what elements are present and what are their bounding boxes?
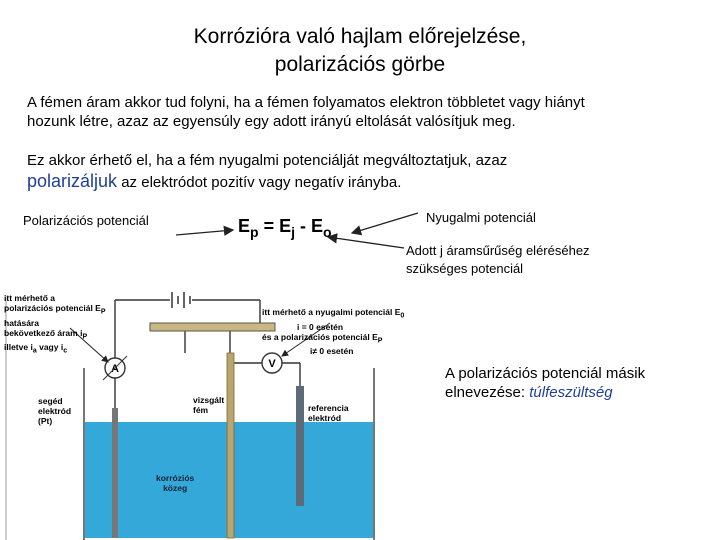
right-note-sub-1: 0 <box>400 312 405 320</box>
metal-label-line-2: fém <box>193 405 209 415</box>
paragraph-2-line-1: Ez akkor érhető el, ha a fém nyugalmi potenciálját megváltoztatjuk, azaz <box>27 152 508 169</box>
right-note-line-3: és a polarizációs potenciál E <box>262 331 378 342</box>
right-note-line-2: i = 0 esetén <box>297 321 344 332</box>
ammeter-symbol: A <box>111 363 119 375</box>
reference-label-line-1: referencia <box>308 403 349 413</box>
aux-label-line-1: segéd <box>38 396 63 406</box>
reference-label-line-2: elektród <box>308 413 342 423</box>
voltmeter-symbol: V <box>268 358 276 370</box>
medium-label <box>156 473 194 493</box>
overvoltage-note <box>445 364 645 402</box>
arrow-to-current <box>328 237 404 248</box>
left-measurement-note <box>4 293 106 357</box>
left-note-line-5: illetve i <box>4 342 33 353</box>
medium-label-line-1: korróziós <box>156 473 195 483</box>
medium-label-line-2: közeg <box>163 483 188 493</box>
arrow-to-ep <box>176 230 233 235</box>
reference-label <box>308 403 349 423</box>
aux-electrode <box>112 408 118 538</box>
left-note-line-3: hatására <box>4 317 39 328</box>
arrow-to-rest <box>352 213 418 233</box>
metal-electrode <box>227 353 234 538</box>
rest-potential-label: Nyugalmi potenciál <box>426 210 536 225</box>
eq-sub-o: o <box>323 224 332 240</box>
aux-label-line-3: (Pt) <box>38 416 53 426</box>
overvoltage-note-line-1: A polarizációs potenciál másik <box>445 365 646 382</box>
metal-label <box>193 395 224 415</box>
current-density-line-1: Adott j áramsűrűség eléréséhez <box>406 243 590 258</box>
aux-electrode-label <box>38 396 71 426</box>
overvoltage-note-prefix: elnevezése: <box>445 384 530 401</box>
aux-label-line-2: elektród <box>38 406 72 416</box>
eq-e-o: - E <box>295 216 324 236</box>
title-line-1: Korrózióra való hajlam előrejelzése, <box>193 25 527 48</box>
title-line-2: polarizációs görbe <box>274 53 446 76</box>
paragraph-1-line-1: A fémen áram akkor tud folyni, ha a fémen folyamatos elektron többletet vagy hiányt <box>27 94 585 111</box>
paragraph-2-rest: az elektródot pozitív vagy negatív irányba. <box>117 174 402 191</box>
left-note-sub-1: P <box>100 308 106 316</box>
left-note-sub-3: a <box>32 348 37 356</box>
reference-electrode <box>296 386 304 506</box>
left-note-line-4: bekövetkező áram i <box>4 327 83 338</box>
left-note-line-2: polarizációs potenciál E <box>4 303 101 313</box>
left-note-sub-4: c <box>63 348 68 356</box>
paragraph-1-line-2: hozunk létre, azaz az egyensúly egy adott irányú eltolását valósítjuk meg. <box>27 113 516 130</box>
polarize-term: polarizáljuk <box>27 171 118 191</box>
metal-label-line-1: vizsgált <box>193 395 225 405</box>
eq-sub-j: j <box>291 224 295 240</box>
current-density-line-2: szükséges potenciál <box>406 261 524 276</box>
right-note-line-4: i≠ 0 esetén <box>310 346 354 357</box>
potentiostat-box <box>150 323 275 331</box>
overvoltage-term: túlfeszültség <box>529 384 613 401</box>
eq-sub-p: p <box>250 224 259 240</box>
right-measurement-note <box>262 307 404 356</box>
right-note-sub-2: P <box>377 337 383 345</box>
left-note-sub-2: P <box>82 333 88 341</box>
left-note-line-1: itt mérhető a <box>4 293 56 303</box>
polarization-potential-label: Polarizációs potenciál <box>23 213 149 228</box>
eq-e-p: E <box>238 216 251 236</box>
eq-e-j: = E <box>258 216 292 236</box>
left-note-line-5b: vagy i <box>36 342 64 353</box>
right-note-line-1: itt mérhető a nyugalmi potenciál E <box>262 307 401 317</box>
